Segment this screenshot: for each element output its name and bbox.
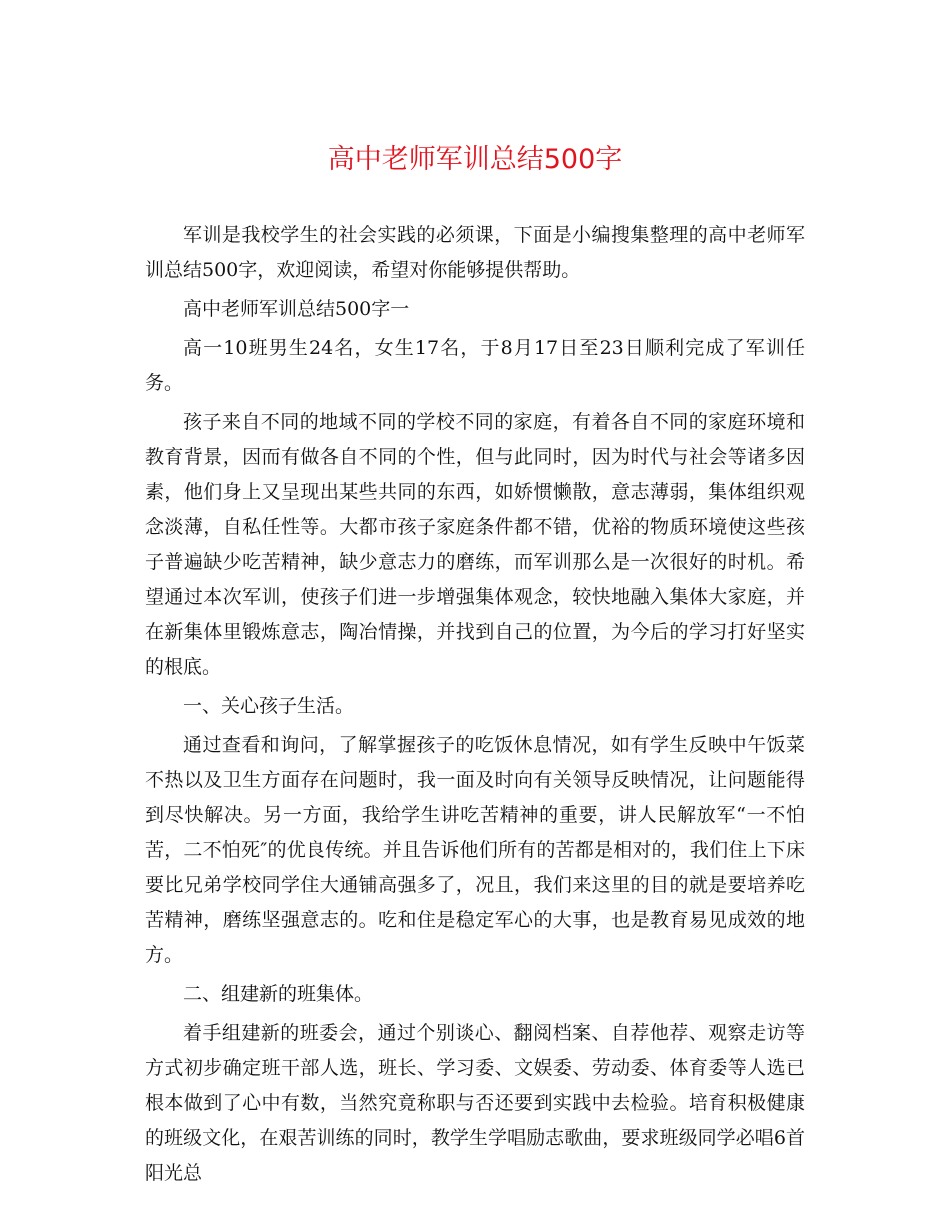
class-info-paragraph: 高一10班男生24名，女生17名，于8月17日至23日顺利完成了军训任务。 (145, 337, 805, 394)
subheading-build-class: 二、组建新的班集体。 (183, 983, 374, 1005)
intro-paragraph: 军训是我校学生的社会实践的必须课，下面是小编搜集整理的高中老师军训总结500字，欢迎阅读，希望对你能够提供帮助。 (145, 224, 805, 281)
document-body (145, 218, 805, 1195)
background-paragraph: 孩子来自不同的地域不同的学校不同的家庭，有着各自不同的家庭环境和教育背景，因而有做各自不同的个性，但与此同时，因为时代与社会等诸多因素，他们身上又呈现出某些共同的东西，如娇惯懒散，意志薄弱，集体组织观念淡薄，自私任性等。大都市孩子家庭条件都不错，优裕的物质环境使这些孩子普遍缺少吃苦精神，缺少意志力的磨练，而军训那么是一次很好的时机。希望通过本次军训，使孩子们进一步增强集体观念，较快地融入集体大家庭，并在新集体里锻炼意志，陶冶情操，并找到自己的位置，为今后的学习打好坚实的根底。 (145, 411, 805, 678)
subheading-care-for-life: 一、关心孩子生活。 (183, 695, 355, 717)
document-title: 高中老师军训总结500字 (327, 144, 623, 175)
care-for-life-paragraph: 通过查看和询问，了解掌握孩子的吃饭休息情况，如有学生反映中午饭菜不热以及卫生方面存在问题时，我一面及时向有关领导反映情况，让问题能得到尽快解决。另一方面，我给学生讲吃苦精神的重要，讲人民解放军“一不怕苦，二不怕死″的优良传统。并且告诉他们所有的苦都是相对的，我们住上下床要比兄弟学校同学住大通铺高强多了，况且，我们来这里的目的就是要培养吃苦精神，磨练坚强意志的。吃和住是稳定军心的大事，也是教育易见成效的地方。 (145, 734, 805, 966)
section-heading-part-one: 高中老师军训总结500字一 (183, 298, 410, 320)
build-class-paragraph: 着手组建新的班委会，通过个别谈心、翻阅档案、自荐他荐、观察走访等方式初步确定班干部人选，班长、学习委、文娱委、劳动委、体育委等人选已根本做到了心中有数，当然究竟称职与否还要到实践中去检验。培育积极健康的班级文化，在艰苦训练的同时，教学生学唱励志歌曲，要求班级同学必唱6首阳光总 (145, 1022, 805, 1184)
